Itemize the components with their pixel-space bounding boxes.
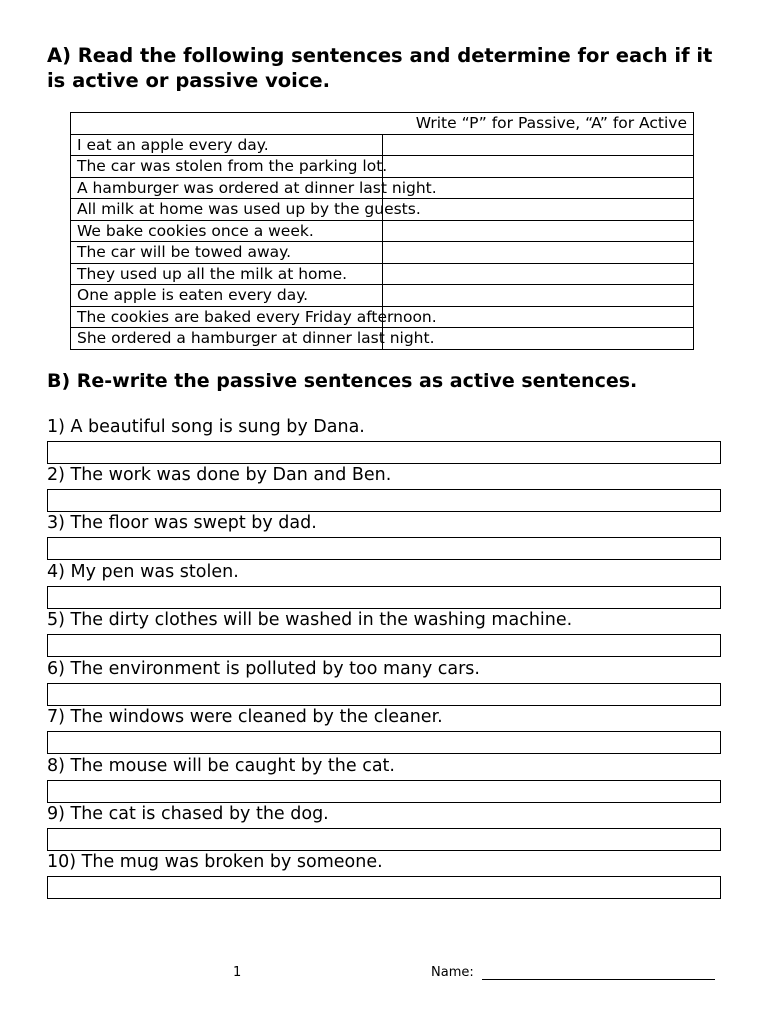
question-text: 4) My pen was stolen. xyxy=(47,562,239,582)
answer-cell[interactable] xyxy=(382,220,694,242)
table-row xyxy=(71,263,694,285)
question-item xyxy=(47,609,721,657)
answer-cell[interactable] xyxy=(382,263,694,285)
answer-cell[interactable] xyxy=(382,156,694,178)
answer-cell[interactable] xyxy=(382,134,694,156)
name-field xyxy=(431,965,715,980)
question-text: 7) The windows were cleaned by the cleaner. xyxy=(47,707,443,727)
section-b-title: B) Re-write the passive sentences as active sentences. xyxy=(47,370,638,392)
sentence-cell: All milk at home was used up by the guests. xyxy=(71,199,383,221)
sentence-cell: She ordered a hamburger at dinner last night. xyxy=(71,328,383,350)
sentence-cell: A hamburger was ordered at dinner last night. xyxy=(71,177,383,199)
sentence-cell: The car will be towed away. xyxy=(71,242,383,264)
answer-cell[interactable] xyxy=(382,285,694,307)
question-text: 2) The work was done by Dan and Ben. xyxy=(47,465,392,485)
question-item xyxy=(47,464,721,512)
table-row xyxy=(71,220,694,242)
answer-box[interactable] xyxy=(47,683,721,706)
answer-box[interactable] xyxy=(47,828,721,851)
question-item xyxy=(47,755,721,803)
table-row xyxy=(71,134,694,156)
sentence-cell: The cookies are baked every Friday afternoon. xyxy=(71,306,383,328)
question-text: 1) A beautiful song is sung by Dana. xyxy=(47,417,365,437)
sentence-cell: They used up all the milk at home. xyxy=(71,263,383,285)
table-row xyxy=(71,199,694,221)
answer-box[interactable] xyxy=(47,780,721,803)
question-item xyxy=(47,658,721,706)
sentence-cell: I eat an apple every day. xyxy=(71,134,383,156)
question-text: 9) The cat is chased by the dog. xyxy=(47,804,329,824)
question-item xyxy=(47,851,721,899)
name-label: Name: xyxy=(431,965,474,980)
answer-box[interactable] xyxy=(47,537,721,560)
answer-cell[interactable] xyxy=(382,242,694,264)
answer-box[interactable] xyxy=(47,489,721,512)
answer-box[interactable] xyxy=(47,441,721,464)
table-row xyxy=(71,156,694,178)
table-header: Write “P” for Passive, “A” for Active xyxy=(71,113,694,135)
sentence-cell: One apple is eaten every day. xyxy=(71,285,383,307)
answer-box[interactable] xyxy=(47,586,721,609)
question-text: 3) The floor was swept by dad. xyxy=(47,513,317,533)
sentence-cell: The car was stolen from the parking lot. xyxy=(71,156,383,178)
table-row xyxy=(71,177,694,199)
question-text: 6) The environment is polluted by too many cars. xyxy=(47,659,480,679)
question-item xyxy=(47,803,721,851)
answer-box[interactable] xyxy=(47,731,721,754)
sentence-cell: We bake cookies once a week. xyxy=(71,220,383,242)
question-text: 8) The mouse will be caught by the cat. xyxy=(47,756,395,776)
table-header-row xyxy=(71,113,694,135)
section-a-title: A) Read the following sentences and determine for each if it is active or passive voice. xyxy=(47,44,713,92)
table-row xyxy=(71,242,694,264)
name-input-line[interactable] xyxy=(482,965,715,980)
question-text: 10) The mug was broken by someone. xyxy=(47,852,383,872)
table-row xyxy=(71,306,694,328)
answer-box[interactable] xyxy=(47,876,721,899)
question-item xyxy=(47,561,721,609)
table-row xyxy=(71,285,694,307)
page-number: 1 xyxy=(233,965,242,980)
question-item xyxy=(47,512,721,560)
answer-cell[interactable] xyxy=(382,199,694,221)
question-item xyxy=(47,416,721,464)
question-text: 5) The dirty clothes will be washed in the washing machine. xyxy=(47,610,573,630)
table-row xyxy=(71,328,694,350)
question-item xyxy=(47,706,721,754)
active-passive-table xyxy=(70,112,694,350)
answer-box[interactable] xyxy=(47,634,721,657)
